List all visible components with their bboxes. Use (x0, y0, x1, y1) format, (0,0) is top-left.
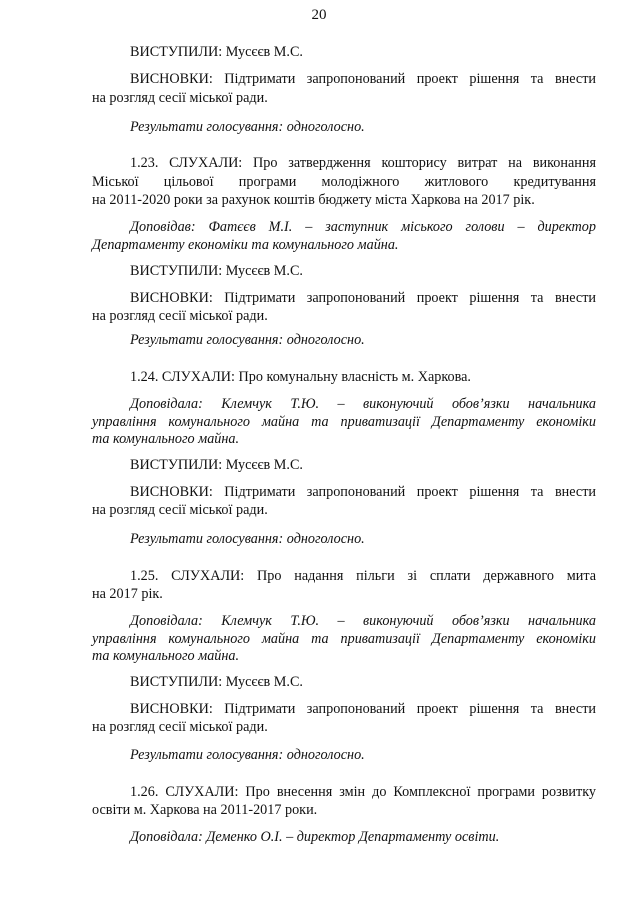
reporter-1-26-line: Доповідала: Деменко О.І. – директор Департаменту освіти. (130, 829, 500, 845)
reporter-1-25-line-3: та комунального майна. (92, 648, 240, 664)
page-number: 20 (311, 7, 327, 23)
heard-1-25-line: 1.25. СЛУХАЛИ: Про надання пільги зі сплати державного мита (130, 568, 596, 584)
vote-result-line: Результати голосування: одноголосно. (130, 332, 365, 348)
conclusions-line: ВИСНОВКИ: Підтримати запропонований проект рішення та внести (130, 701, 596, 717)
reporter-1-25-line: Доповідала: Клемчук Т.Ю. – виконуючий обов’язки начальника (130, 613, 596, 629)
vote-result-line: Результати голосування: одноголосно. (130, 747, 365, 763)
reporter-1-24-line-3: та комунального майна. (92, 431, 240, 447)
heard-1-26-line-2: освіти м. Харкова на 2011-2017 роки. (92, 802, 318, 818)
conclusions-line: ВИСНОВКИ: Підтримати запропонований проект рішення та внести (130, 71, 596, 87)
spoke-line: ВИСТУПИЛИ: Мусєєв М.С. (130, 263, 303, 279)
reporter-1-24-line-2: управління комунального майна та приватизації Департаменту економіки (92, 414, 596, 430)
heard-1-24-line: 1.24. СЛУХАЛИ: Про комунальну власність м. Харкова. (130, 369, 471, 385)
vote-result-line: Результати голосування: одноголосно. (130, 531, 365, 547)
heard-1-23-line-2: Міської цільової програми молодіжного житлового кредитування (92, 174, 596, 190)
conclusions-line-cont: на розгляд сесії міської ради. (92, 719, 268, 735)
heard-1-25-line-2: на 2017 рік. (92, 586, 163, 602)
reporter-1-23-line: Доповідав: Фатєєв М.І. – заступник міського голови – директор (130, 219, 596, 235)
conclusions-line-cont: на розгляд сесії міської ради. (92, 90, 268, 106)
spoke-line: ВИСТУПИЛИ: Мусєєв М.С. (130, 457, 303, 473)
heard-1-23-line-3: на 2011-2020 роки за рахунок коштів бюджету міста Харкова на 2017 рік. (92, 192, 535, 208)
spoke-line: ВИСТУПИЛИ: Мусєєв М.С. (130, 674, 303, 690)
reporter-1-24-line: Доповідала: Клемчук Т.Ю. – виконуючий обов’язки начальника (130, 396, 596, 412)
reporter-1-25-line-2: управління комунального майна та приватизації Департаменту економіки (92, 631, 596, 647)
vote-result-line: Результати голосування: одноголосно. (130, 119, 365, 135)
heard-1-26-line: 1.26. СЛУХАЛИ: Про внесення змін до Комплексної програми розвитку (130, 784, 596, 800)
conclusions-line-cont: на розгляд сесії міської ради. (92, 502, 268, 518)
heard-1-23-line: 1.23. СЛУХАЛИ: Про затвердження кошторису витрат на виконання (130, 155, 596, 171)
conclusions-line-cont: на розгляд сесії міської ради. (92, 308, 268, 324)
spoke-line: ВИСТУПИЛИ: Мусєєв М.С. (130, 44, 303, 60)
conclusions-line: ВИСНОВКИ: Підтримати запропонований проект рішення та внести (130, 290, 596, 306)
reporter-1-23-line-2: Департаменту економіки та комунального майна. (92, 237, 399, 253)
conclusions-line: ВИСНОВКИ: Підтримати запропонований проект рішення та внести (130, 484, 596, 500)
